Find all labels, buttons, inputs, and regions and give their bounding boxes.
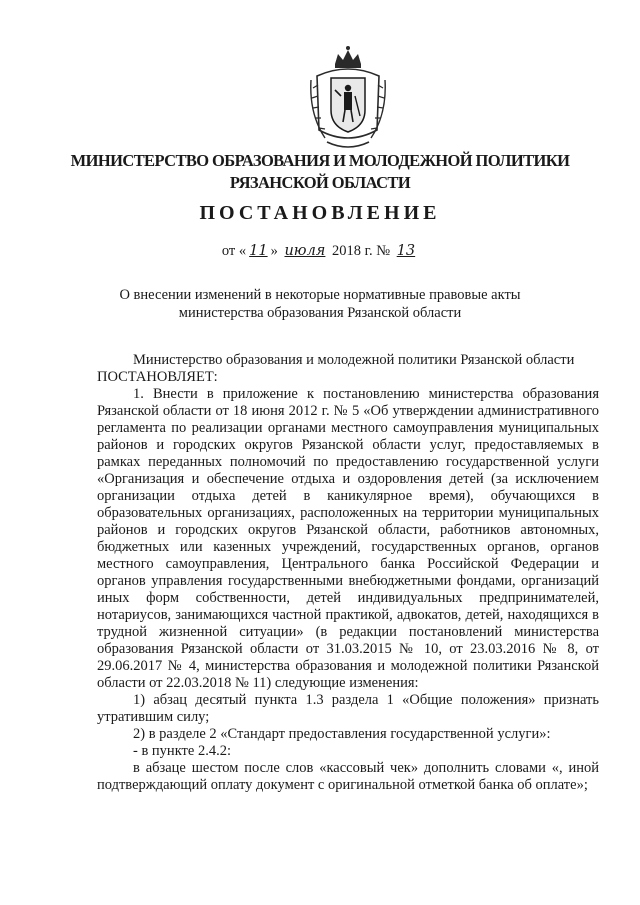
paragraph-5: в абзаце шестом после слов «кассовый чек» дополнить словами «, иной подтверждающий оплату документ с оригинальной отметкой банка об оплате»; xyxy=(97,760,599,793)
paragraph-2: 1) абзац десятый пункта 1.3 раздела 1 «Общие положения» признать утратившим силу; xyxy=(97,692,599,725)
paragraph-4: - в пункте 2.4.2: xyxy=(133,743,231,759)
document-number: 13 xyxy=(396,243,416,259)
subject-line1: О внесении изменений в некоторые нормативные правовые акты xyxy=(119,287,521,303)
body-intro: Министерство образования и молодежной политики Рязанской области xyxy=(133,352,575,368)
coat-of-arms-emblem xyxy=(305,44,391,154)
ministry-name-line1: МИНИСТЕРСТВО ОБРАЗОВАНИЯ И МОЛОДЕЖНОЙ ПОЛИТИКИ xyxy=(70,151,570,170)
date-month: июля xyxy=(284,243,326,259)
paragraph-1: 1. Внести в приложение к постановлению министерства образования Рязанской области от 18 июня 2012 г. № 5 «Об утверждении административного регламента по реализации органами местного самоуправления муниципальных районов и городских округов Рязанской области услуг, предоставляемых в рамках переданных полномочий по предоставлению государственной услуги «Организация и обеспечение отдыха и оздоровления детей (за исключением организации отдыха детей в каникулярное время), обучающихся в образовательных организациях, расположенных на территории муниципальных районов и городских округов Рязанской области, работников автономных, бюджетных или казенных учреждений, государственных органов, органов местного самоуправления, Центрального банка Российской Федерации и органов управления государственными внебюджетными фондами, организаций иных форм собственности, детей индивидуальных предпринимателей, нотариусов, занимающихся частной практикой, адвокатов, детей, находящихся в трудной жизненной ситуации» (в редакции постановлений министерства образования Рязанской области от 31.03.2015 № 10, от 23.03.2016 № 8, от 29.06.2017 № 4, министерства образования и молодежной политики Рязанской области от 22.03.2018 № 11) следующие изменения: xyxy=(97,386,599,691)
subject-line2: министерства образования Рязанской области xyxy=(178,305,462,321)
date-year: 2018 г. № xyxy=(332,243,391,259)
date-mid: » xyxy=(270,243,278,259)
date-prefix: от « xyxy=(221,243,247,259)
date-day: 11 xyxy=(249,243,268,259)
paragraph-3: 2) в разделе 2 «Стандарт предоставления государственной услуги»: xyxy=(133,726,551,742)
document-date-line xyxy=(0,243,640,260)
document-type-title: ПОСТАНОВЛЕНИЕ xyxy=(199,202,441,224)
decree-word: ПОСТАНОВЛЯЕТ: xyxy=(97,369,218,385)
ministry-name-line2: РЯЗАНСКОЙ ОБЛАСТИ xyxy=(229,173,411,192)
document-body xyxy=(97,352,599,794)
